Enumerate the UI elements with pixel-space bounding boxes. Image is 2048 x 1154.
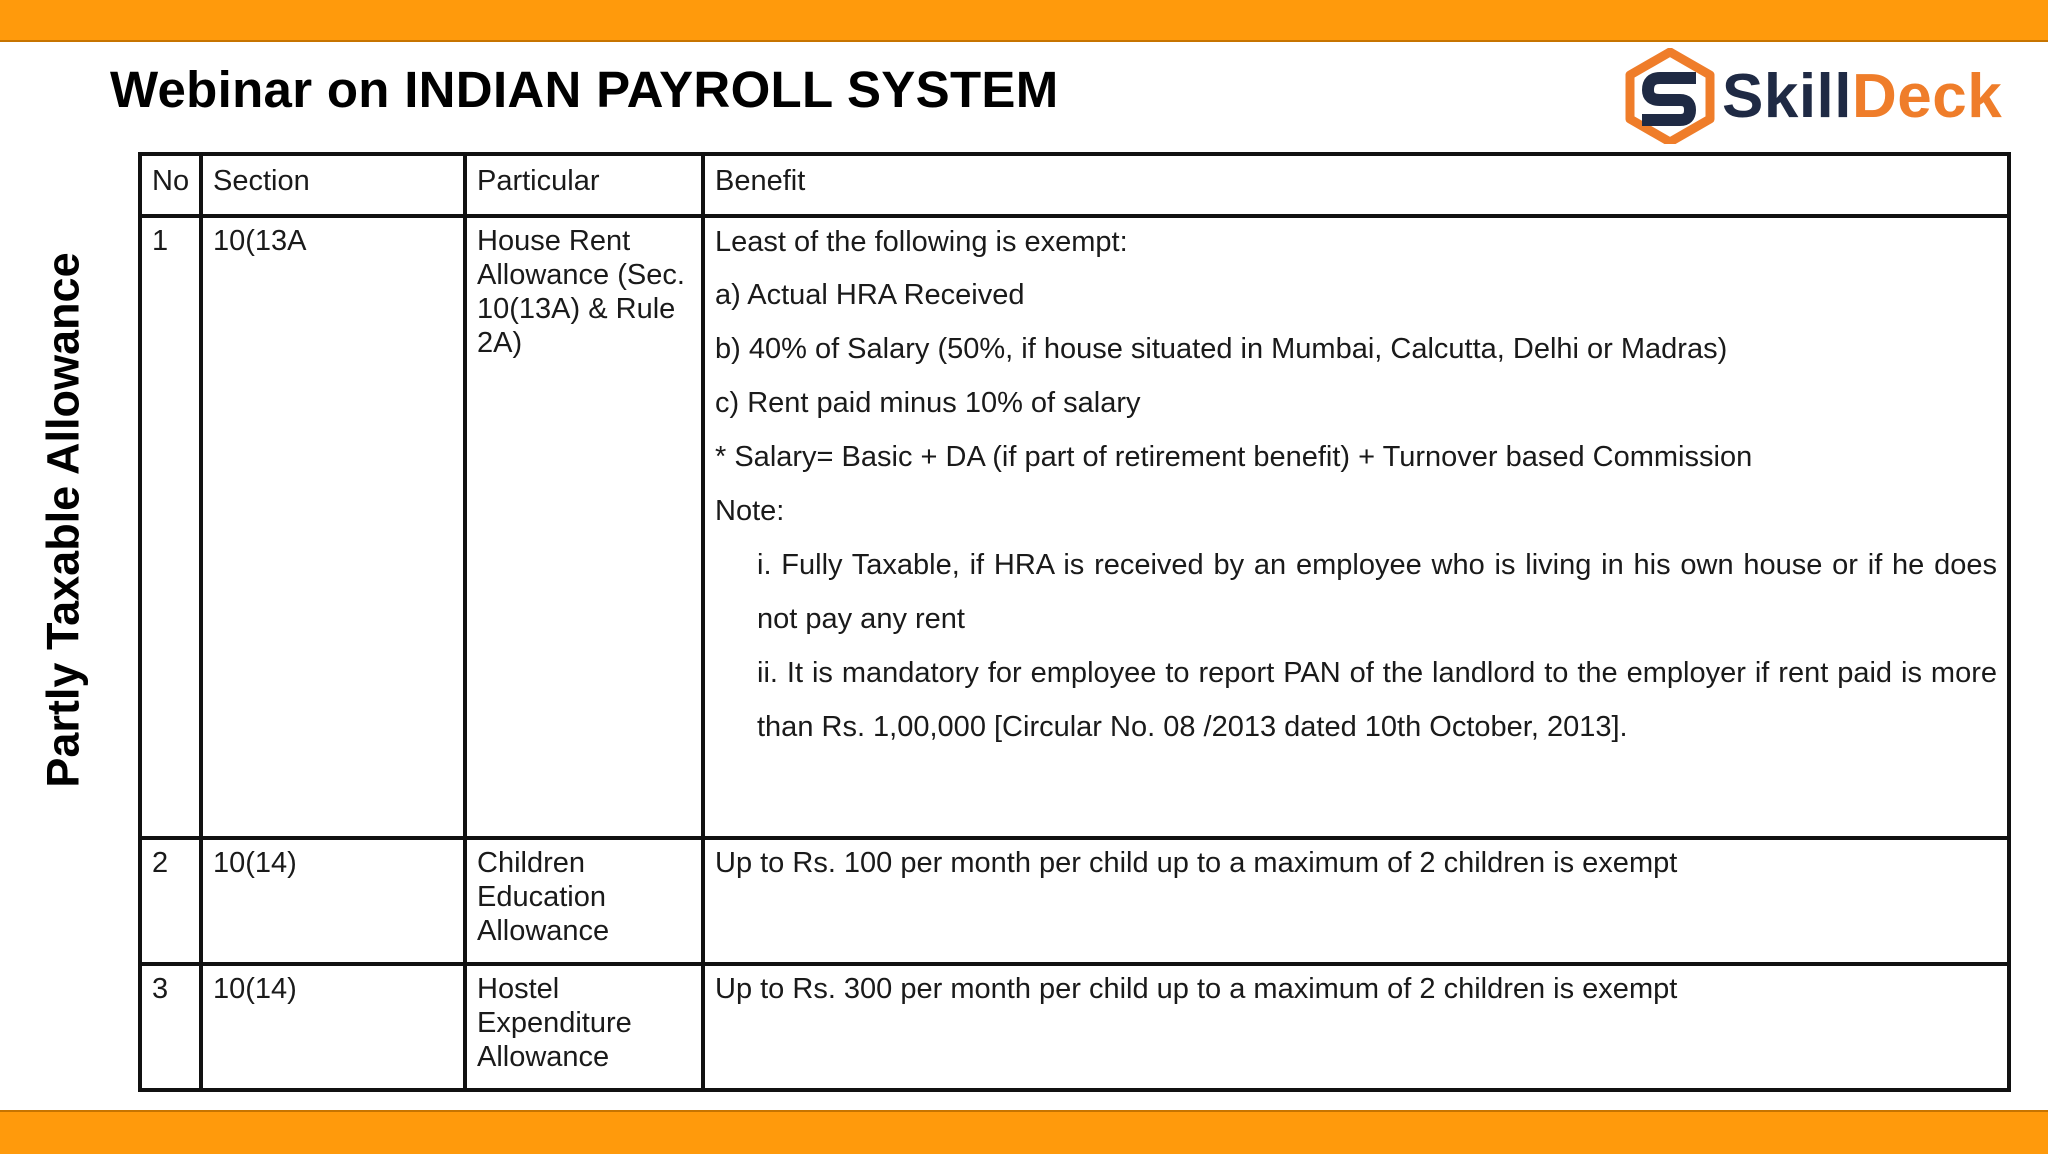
cell-no: 2 bbox=[140, 838, 201, 964]
table-row bbox=[140, 838, 2009, 964]
salary-definition: * Salary= Basic + DA (if part of retirement benefit) + Turnover based Commission bbox=[715, 441, 1753, 473]
table-row bbox=[140, 964, 2009, 1090]
logo-word-deck: Deck bbox=[1852, 62, 2003, 131]
cell-section: 10(14) bbox=[201, 964, 465, 1090]
benefit-item-b: b) 40% of Salary (50%, if house situated in Mumbai, Calcutta, Delhi or Madras) bbox=[715, 333, 1728, 365]
logo-wordmark bbox=[1722, 62, 2002, 132]
table-row bbox=[140, 216, 2009, 838]
note-item-ii: ii. It is mandatory for employee to report PAN of the landlord to the employer if rent paid is more than Rs. 1,00,000 [Circular No. 08 /2013 dated 10th October, 2013]. bbox=[757, 657, 1997, 743]
note-item-i: i. Fully Taxable, if HRA is received by an employee who is living in his own house or if he does not pay any rent bbox=[757, 549, 1997, 635]
header-particular: Particular bbox=[465, 154, 703, 216]
cell-no: 1 bbox=[140, 216, 201, 838]
cell-benefit: Up to Rs. 300 per month per child up to a maximum of 2 children is exempt bbox=[703, 964, 2009, 1090]
logo-word-skill: Skill bbox=[1722, 62, 1853, 131]
cell-benefit: Up to Rs. 100 per month per child up to a maximum of 2 children is exempt bbox=[703, 838, 2009, 964]
cell-section: 10(13A bbox=[201, 216, 465, 838]
cell-particular: House Rent Allowance (Sec. 10(13A) & Rule 2A) bbox=[465, 216, 703, 838]
cell-section: 10(14) bbox=[201, 838, 465, 964]
table-header-row bbox=[140, 154, 2009, 216]
header-no: No bbox=[140, 154, 201, 216]
cell-particular: Hostel Expenditure Allowance bbox=[465, 964, 703, 1090]
note-heading: Note: bbox=[715, 495, 785, 527]
side-section-label bbox=[38, 250, 90, 790]
header-section: Section bbox=[201, 154, 465, 216]
cell-no: 3 bbox=[140, 964, 201, 1090]
skilldeck-s-hexagon-icon bbox=[1624, 48, 1716, 144]
top-accent-bar bbox=[0, 0, 2048, 42]
bottom-accent-bar bbox=[0, 1110, 2048, 1154]
allowance-table bbox=[138, 152, 2011, 1092]
benefit-item-c: c) Rent paid minus 10% of salary bbox=[715, 387, 1141, 419]
cell-benefit bbox=[703, 216, 2009, 838]
skilldeck-logo bbox=[1624, 46, 2024, 146]
cell-particular: Children Education Allowance bbox=[465, 838, 703, 964]
header-benefit: Benefit bbox=[703, 154, 2009, 216]
page-title: Webinar on INDIAN PAYROLL SYSTEM bbox=[110, 61, 1059, 118]
benefit-item-a: a) Actual HRA Received bbox=[715, 279, 1025, 311]
side-label-text: Partly Taxable Allowance bbox=[38, 252, 89, 788]
benefit-intro: Least of the following is exempt: bbox=[715, 226, 1128, 258]
